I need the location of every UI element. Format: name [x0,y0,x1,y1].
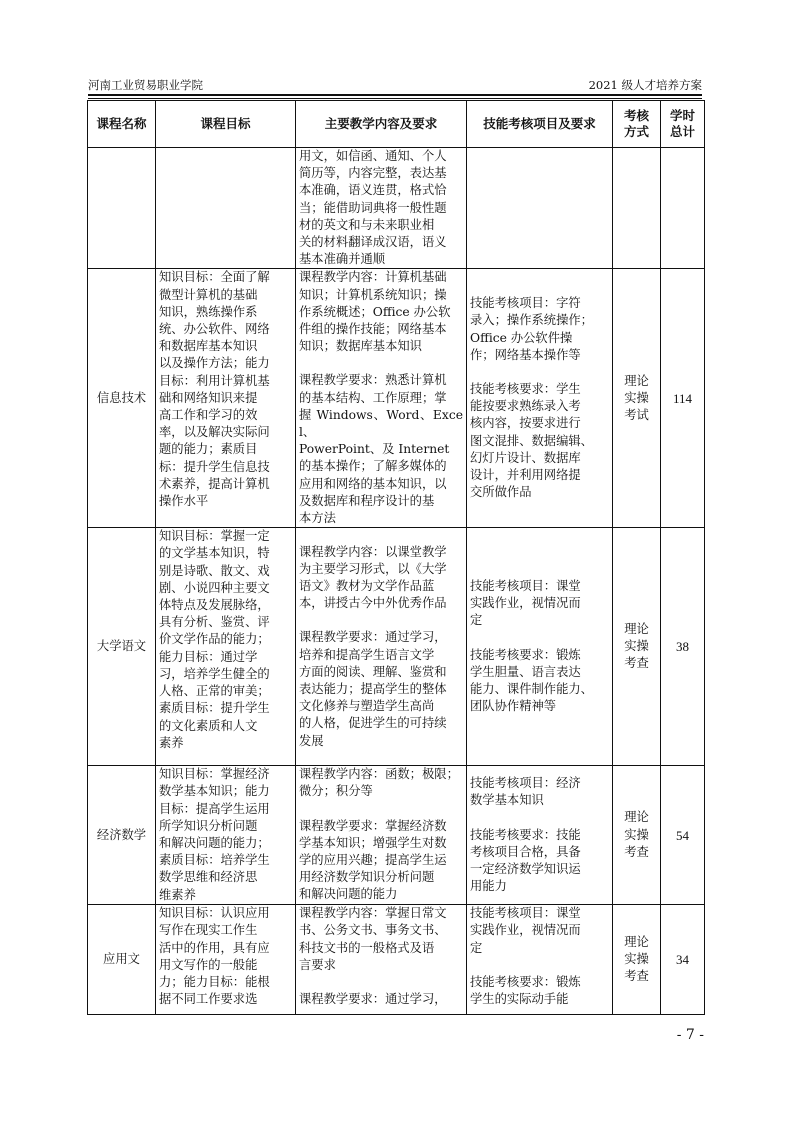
content-requirement-text: 课程教学要求：通过学习， 培养和提高学生语言文学 方面的阅读、理解、鉴赏和 表达能力；提高学生的整体 文化修养与塑造学生高尚 的人格，促进学生的可持续 发展 [299,630,447,748]
skill-requirement-text: 技能考核要求：技能 考核项目合格，具备 一定经济数学知识运 用能力 [470,827,581,894]
content-text: 课程教学内容：以课堂教学 为主要学习形式，以《大学 语文》教材为文学作品蓝 本，讲授古今中外优秀作品 [299,544,447,611]
objective-cell: 知识目标：掌握一定 的文学基本知识，特 别是诗歌、散文、戏 剧、小说四种主要文 体特点及发展脉络， 具有分析、鉴赏、评 价文学作品的能力； 能力目标：通过学 习，培养学生健全的 人格、正常的审美； 素质目标：提升学生 的文化素质和人文 素养 [156,528,296,766]
content-requirement-text: 课程教学要求：熟悉计算机 的基本结构、工作原理；掌 握 Windows、Word、Excel、 PowerPoint、及 Internet 的基本操作；了解多媒体的 应用和网络的基本知识，以 及数据库和程序设计的基 本方法 [299,373,463,526]
hours-cell: 114 [661,269,705,528]
skill-cell [467,148,613,269]
course-name-cell: 经济数学 [88,766,156,905]
content-cell [296,148,467,269]
skill-cell [467,905,613,1015]
hours-cell: 34 [661,905,705,1015]
table-row [88,528,705,766]
table-row [88,905,705,1015]
assessment-cell [613,148,661,269]
objective-cell: 知识目标：全面了解 微型计算机的基础 知识，熟练操作系 统、办公软件、网络 和数据库基本知识 以及操作方法；能力 目标：利用计算机基 础和网络知识来提 高工作和学习的效 率，以及解决实际问 题的能力；素质目 标：提升学生信息技 术素养，提高计算机 操作水平 [156,269,296,528]
course-name-cell: 信息技术 [88,269,156,528]
assessment-cell: 理论 实操 考查 [613,766,661,905]
assessment-cell: 理论 实操 考查 [613,905,661,1015]
content-text: 课程教学内容：掌握日常文 书、公务文书、事务文书、 科技文书的一般格式及语 言要求 [299,906,447,972]
table-row [88,269,705,528]
skill-item-text: 技能考核项目：经济 数学基本知识 [470,776,581,808]
col-header-objective: 课程目标 [156,101,296,148]
content-cell [296,905,467,1015]
col-header-assessment: 考核 方式 [613,101,661,148]
hours-cell: 54 [661,766,705,905]
skill-cell [467,766,613,905]
col-header-hours: 学时 总计 [661,101,705,148]
course-name-cell: 应用文 [88,905,156,1015]
assessment-cell: 理论 实操 考试 [613,269,661,528]
objective-cell: 知识目标：认识应用 写作在现实工作生 活中的作用，具有应 用文写作的一般能 力；能力目标：能根 据不同工作要求选 [156,905,296,1015]
content-cell [296,766,467,905]
course-name-cell: 大学语文 [88,528,156,766]
header-rule-thin [88,98,702,99]
hours-cell [661,148,705,269]
table-header-row [88,101,705,148]
header-rule-thick [88,94,702,96]
institution-name: 河南工业贸易职业学院 [88,78,203,92]
table-row [88,766,705,905]
table-row [88,148,705,269]
curriculum-table [87,100,705,1015]
page-header [88,77,702,93]
page-number: - 7 - [676,1027,704,1043]
content-requirement-text: 课程教学要求：通过学习， [299,992,447,1007]
skill-item-text: 技能考核项目：课堂 实践作业，视情况而 定 [470,906,581,955]
content-text: 课程教学内容：函数；极限； 微分；积分等 [299,767,459,799]
hours-cell: 38 [661,528,705,766]
skill-requirement-text: 技能考核要求：锻炼 学生胆量、语言表达 能力、课件制作能力、 团队协作精神等 [470,647,593,714]
col-header-course-name: 课程名称 [88,101,156,148]
skill-item-text: 技能考核项目：字符 录入；操作系统操作； Office 办公软件操 作；网络基本操作等 [470,296,593,362]
col-header-content: 主要教学内容及要求 [296,101,467,148]
content-cell [296,269,467,528]
content-requirement-text: 课程教学要求：掌握经济数 学基本知识；增强学生对数 学的应用兴趣；提高学生运 用经济数学知识分析问题 和解决问题的能力 [299,818,447,902]
course-name-cell [88,148,156,269]
skill-item-text: 技能考核项目：课堂 实践作业，视情况而 定 [470,579,581,628]
objective-cell [156,148,296,269]
skill-requirement-text: 技能考核要求：学生 能按要求熟练录入考 核内容，按要求进行 图文混排、数据编辑、 幻灯片设计、数据库 设计，并利用网络提 交所做作品 [470,382,593,500]
skill-requirement-text: 技能考核要求：锻炼 学生的实际动手能 [470,974,581,1007]
col-header-skill: 技能考核项目及要求 [467,101,613,148]
assessment-cell: 理论 实操 考查 [613,528,661,766]
program-plan-title: 2021 级人才培养方案 [588,78,702,92]
objective-cell: 知识目标：掌握经济 数学基本知识；能力 目标：提高学生运用 所学知识分析问题 和解决问题的能力； 素质目标：培养学生 数学思维和经济思 维素养 [156,766,296,905]
skill-cell [467,269,613,528]
content-cell [296,528,467,766]
skill-cell [467,528,613,766]
content-text: 课程教学内容：计算机基础 知识；计算机系统知识；操 作系统概述；Office 办公软 件组的操作技能；网络基本 知识；数据库基本知识 [299,270,451,354]
content-text: 用文，如信函、通知、个人 简历等，内容完整，表达基 本准确，语义连贯，格式恰 当；能借助词典将一般性题 材的英文和与未来职业相 关的材料翻译成汉语，语义 基本准确并通顺 [299,149,447,267]
